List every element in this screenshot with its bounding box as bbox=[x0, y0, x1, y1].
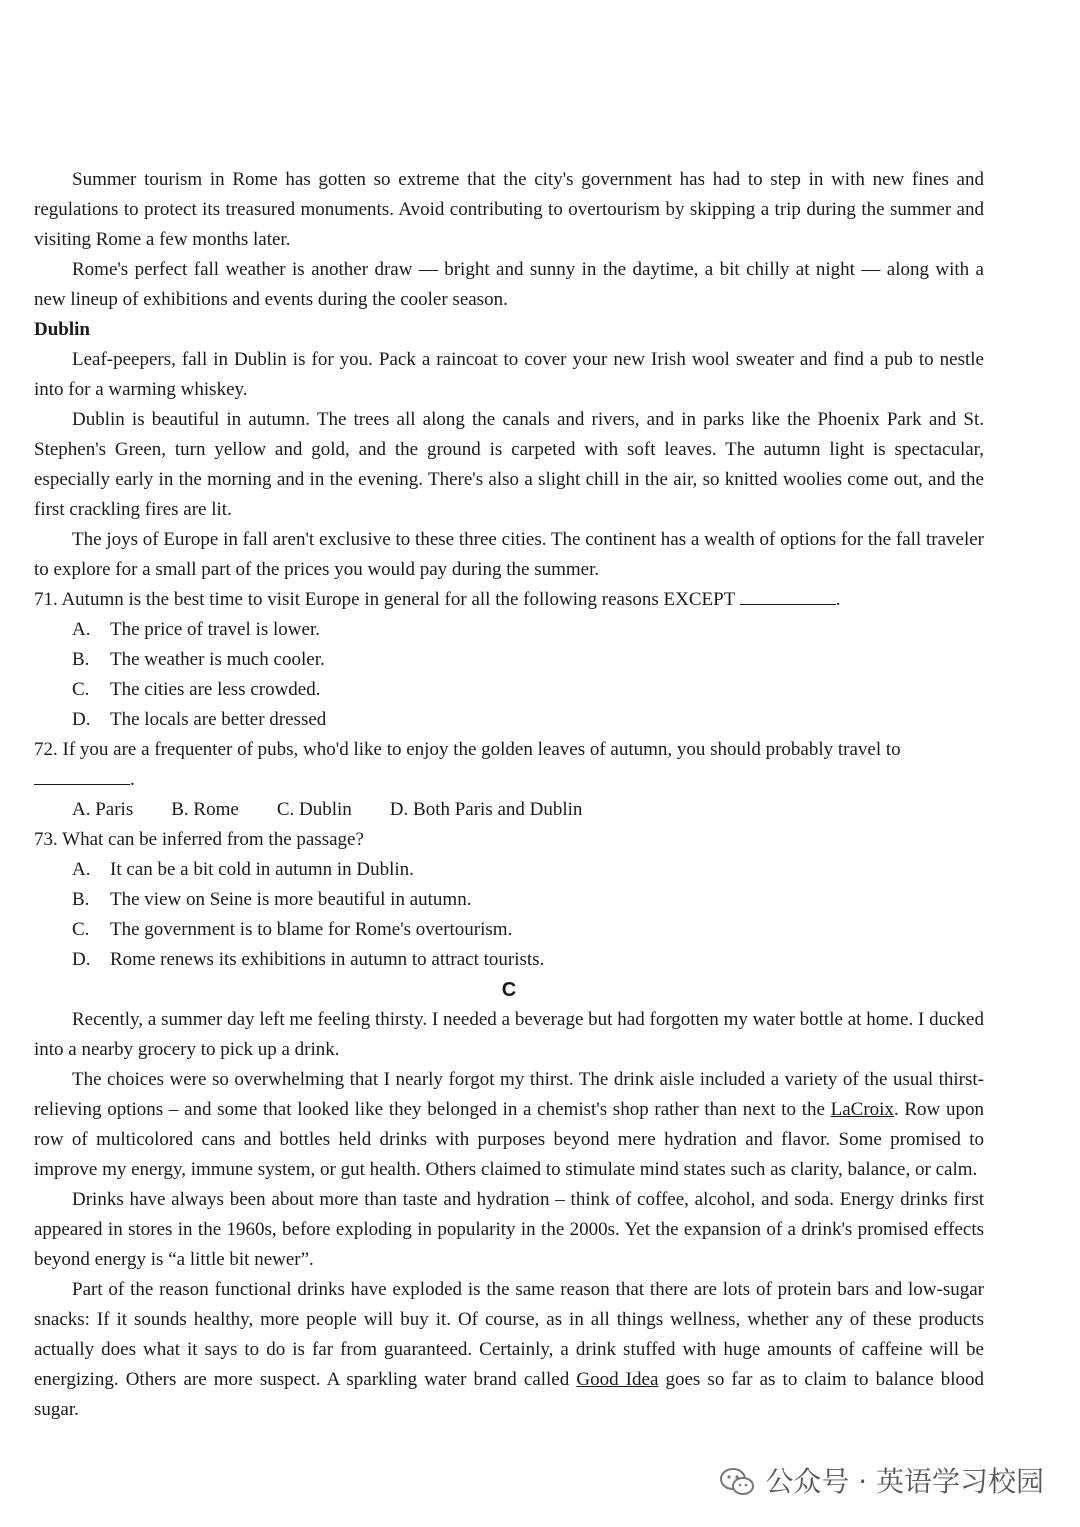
paragraph-rome-2: Rome's perfect fall weather is another draw — bright and sunny in the daytime, a bit chilly at night — along with a new lineup of exhibitions and events during the cooler season. bbox=[34, 259, 984, 310]
option-72-b: B. Rome bbox=[171, 799, 239, 820]
option-72-c: C. Dublin bbox=[276, 799, 352, 820]
question-73: 73. What can be inferred from the passage? bbox=[34, 829, 364, 850]
paragraph-rome-1: Summer tourism in Rome has gotten so extreme that the city's government has had to step in with new fines and regulations to protect its treasured monuments. Avoid contributing to overtourism by skipping a trip during the summer and visiting Rome a few months later. bbox=[34, 169, 984, 250]
paragraph-dublin-1: Leaf-peepers, fall in Dublin is for you. Pack a raincoat to cover your new Irish wool sweater and find a pub to nestle into for a warming whiskey. bbox=[34, 349, 984, 400]
exam-page bbox=[34, 165, 984, 1425]
question-72-blank-line: . bbox=[34, 765, 984, 795]
option-71-c: C. The cities are less crowded. bbox=[72, 679, 321, 700]
option-72-a: A. Paris bbox=[72, 799, 134, 820]
question-72: 72. If you are a frequenter of pubs, who'd like to enjoy the golden leaves of autumn, you should probably travel to bbox=[34, 739, 901, 760]
paragraph-c-2: The choices were so overwhelming that I nearly forgot my thirst. The drink aisle included a variety of the usual thirst-relieving options – and some that looked like they belonged in a chemist's shop rather than next to the LaCroix. Row upon row of multicolored cans and bottles held drinks with purposes beyond mere hydration and flavor. Some promised to improve my energy, immune system, or gut health. Others claimed to stimulate mind states such as clarity, balance, or calm. bbox=[34, 1069, 984, 1180]
paragraph-c-3: Drinks have always been about more than taste and hydration – think of coffee, alcohol, and soda. Energy drinks first appeared in stores in the 1960s, before exploding in popularity in the 2000s. Yet the expansion of a drink's promised effects beyond energy is “a little bit newer”. bbox=[34, 1189, 984, 1270]
watermark bbox=[719, 1467, 1044, 1497]
option-71-a: A. The price of travel is lower. bbox=[72, 619, 320, 640]
good-idea-underlined: Good Idea bbox=[576, 1369, 659, 1390]
section-c-label: C bbox=[501, 979, 517, 1001]
paragraph-c-4: Part of the reason functional drinks have exploded is the same reason that there are lots of protein bars and low-sugar snacks: If it sounds healthy, more people will buy it. Of course, as in all things wellness, whether any of these products actually does what it says to do is far from guaranteed. Certainly, a drink stuffed with huge amounts of caffeine will be energizing. Others are more suspect. A sparkling water brand called Good Idea goes so far as to claim to balance blood sugar. bbox=[34, 1279, 985, 1420]
option-72-d: D. Both Paris and Dublin bbox=[389, 799, 583, 820]
paragraph-c-1: Recently, a summer day left me feeling thirsty. I needed a beverage but had forgotten my water bottle at home. I ducked into a nearby grocery to pick up a drink. bbox=[34, 1009, 984, 1060]
option-71-b: B. The weather is much cooler. bbox=[72, 649, 325, 670]
option-73-b: B. The view on Seine is more beautiful in autumn. bbox=[72, 889, 472, 910]
watermark-text: 公众号 · 英语学习校园 bbox=[765, 1465, 1044, 1498]
answer-blank bbox=[740, 586, 836, 605]
question-71: 71. Autumn is the best time to visit Europe in general for all the following reasons EXCEPT . bbox=[34, 585, 984, 615]
option-73-d: D. Rome renews its exhibitions in autumn to attract tourists. bbox=[72, 949, 545, 970]
paragraph-dublin-2: Dublin is beautiful in autumn. The trees all along the canals and rivers, and in parks like the Phoenix Park and St. Stephen's Green, turn yellow and gold, and the ground is carpeted with soft leaves. The autumn light is spectacular, especially early in the morning and in the evening. There's also a slight chill in the air, so knitted woolies come out, and the first crackling fires are lit. bbox=[34, 409, 984, 520]
option-71-d: D. The locals are better dressed bbox=[72, 709, 327, 730]
option-73-a: A. It can be a bit cold in autumn in Dublin. bbox=[72, 859, 414, 880]
dublin-heading: Dublin bbox=[34, 319, 90, 340]
paragraph-europe: The joys of Europe in fall aren't exclusive to these three cities. The continent has a wealth of options for the fall traveler to explore for a small part of the prices you would pay during the summer. bbox=[34, 529, 984, 580]
question-71-stem: 71. Autumn is the best time to visit Europe in general for all the following reasons EXCEPT bbox=[34, 589, 735, 610]
lacroix-underlined: LaCroix bbox=[830, 1099, 894, 1120]
answer-blank bbox=[34, 766, 130, 785]
options-72 bbox=[34, 795, 984, 825]
wechat-icon bbox=[719, 1467, 755, 1497]
option-73-c: C. The government is to blame for Rome's overtourism. bbox=[72, 919, 513, 940]
